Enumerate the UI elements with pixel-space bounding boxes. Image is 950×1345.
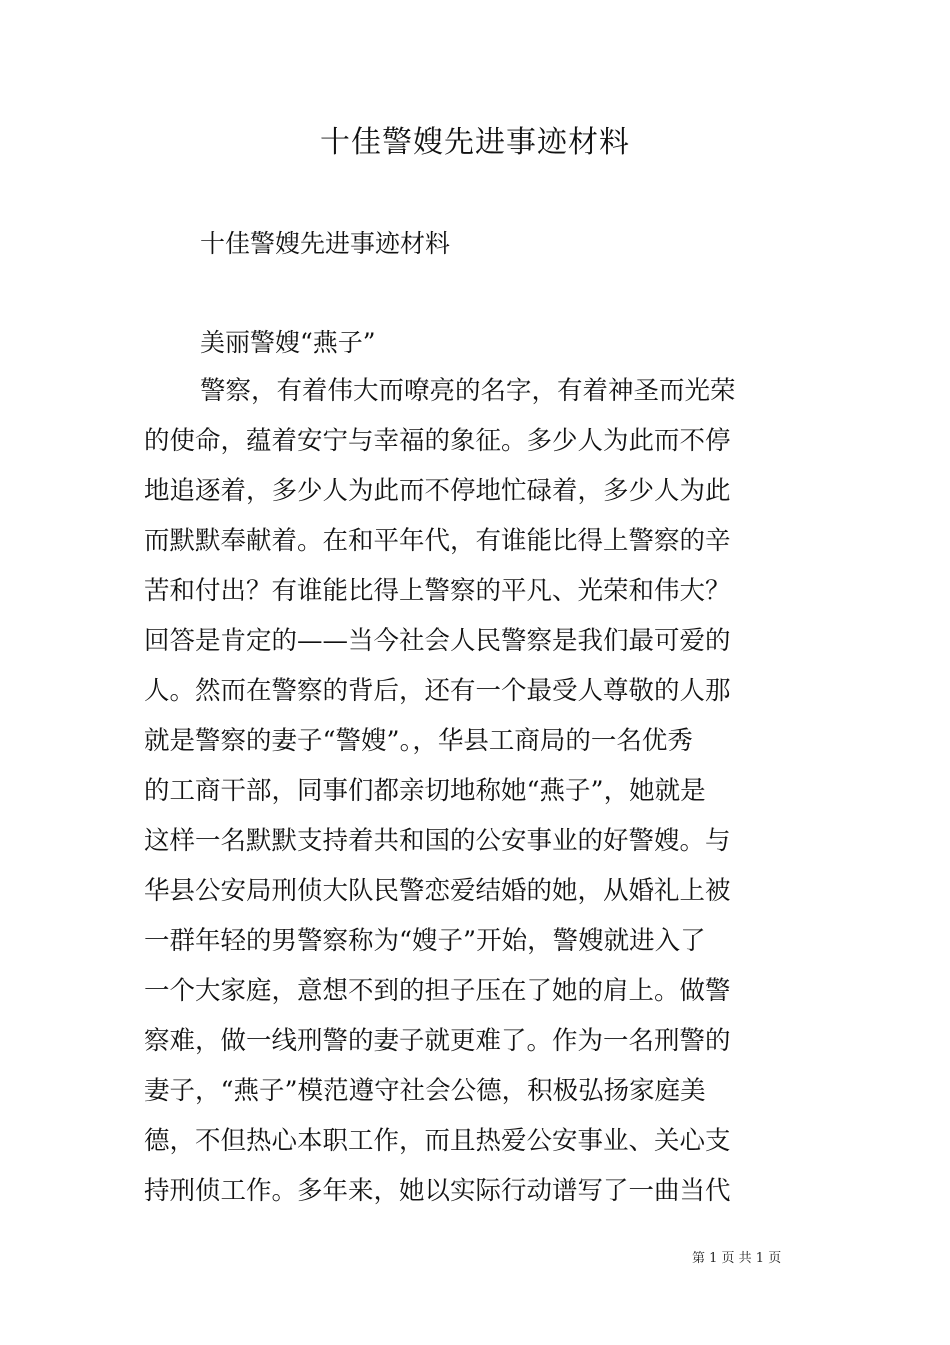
body-line: 德，不但热心本职工作，而且热爱公安事业、关心支 bbox=[144, 1126, 731, 1156]
page-number-footer: 第 1 页 共 1 页 bbox=[692, 1251, 782, 1266]
body-line: 而默默奉献着。在和平年代，有谁能比得上警察的辛 bbox=[144, 526, 731, 556]
body-line: 一群年轻的男警察称为“嫂子”开始，警嫂就进入了 bbox=[144, 926, 706, 956]
body-line: 人。然而在警察的背后，还有一个最受人尊敬的人那 bbox=[144, 676, 731, 706]
body-line: 妻子，“燕子”模范遵守社会公德，积极弘扬家庭美 bbox=[144, 1076, 706, 1106]
document-subtitle: 十佳警嫂先进事迹材料 bbox=[200, 229, 451, 258]
body-line: 一个大家庭，意想不到的担子压在了她的肩上。做警 bbox=[144, 976, 731, 1006]
body-line: 这样一名默默支持着共和国的公安事业的好警嫂。与 bbox=[144, 826, 731, 856]
body-line: 察难，做一线刑警的妻子就更难了。作为一名刑警的 bbox=[144, 1026, 731, 1056]
body-line: 回答是肯定的——当今社会人民警察是我们最可爱的 bbox=[144, 626, 731, 656]
body-line: 的工商干部，同事们都亲切地称她“燕子”，她就是 bbox=[144, 776, 706, 806]
body-line: 持刑侦工作。多年来，她以实际行动谱写了一曲当代 bbox=[144, 1176, 731, 1206]
body-line: 地追逐着，多少人为此而不停地忙碌着，多少人为此 bbox=[144, 476, 731, 506]
document-title: 十佳警嫂先进事迹材料 bbox=[320, 125, 630, 160]
section-heading: 美丽警嫂“燕子” bbox=[200, 328, 376, 357]
body-line: 就是警察的妻子“警嫂”。，华县工商局的一名优秀 bbox=[144, 726, 693, 756]
body-text bbox=[144, 366, 784, 1216]
body-line: 的使命，蕴着安宁与幸福的象征。多少人为此而不停 bbox=[144, 426, 731, 456]
body-line: 华县公安局刑侦大队民警恋爱结婚的她，从婚礼上被 bbox=[144, 876, 731, 906]
body-line: 苦和付出？有谁能比得上警察的平凡、光荣和伟大？ bbox=[144, 576, 731, 606]
body-line: 警察，有着伟大而嘹亮的名字，有着神圣而光荣 bbox=[200, 376, 736, 406]
